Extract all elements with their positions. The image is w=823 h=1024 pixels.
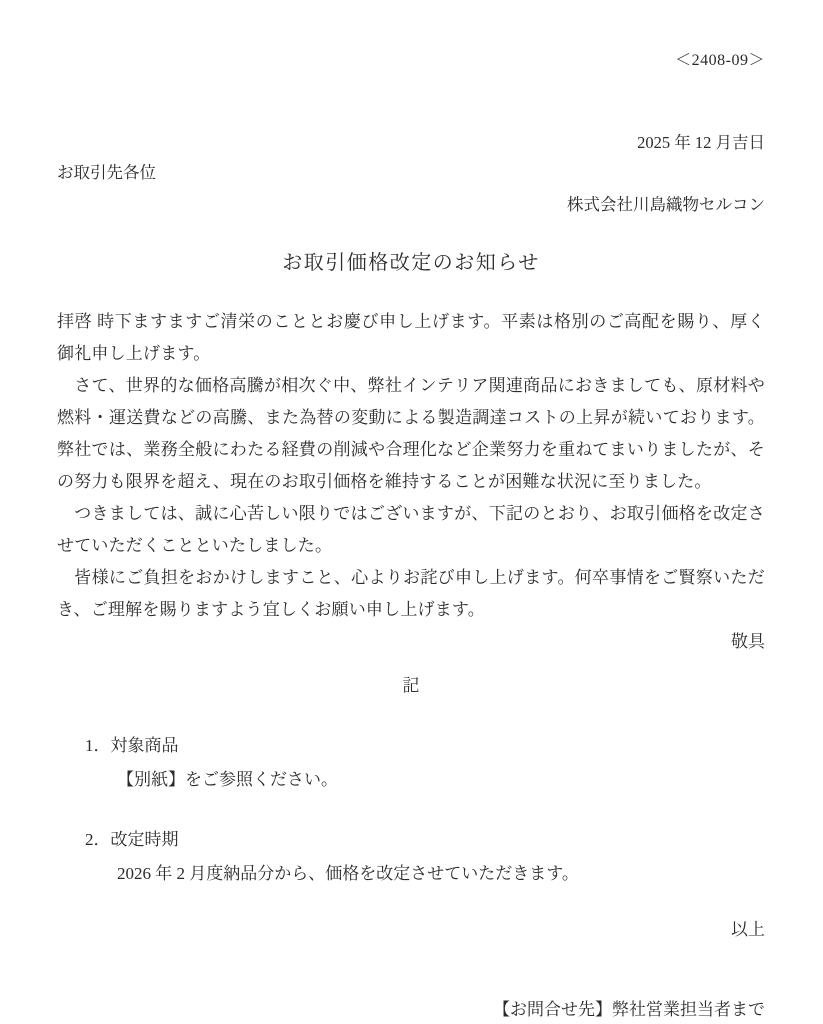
item-body-target-products: 【別紙】をご参照ください。 [117,770,338,789]
item-heading-revision-timing: 2．改定時期 [85,830,179,849]
letter-body [57,306,765,626]
body-paragraph-apology: 皆様にご負担をおかけしますこと、心よりお詫び申し上げます。何卒事情をご賢察いただき、ご理解を賜りますよう宜しくお願い申し上げます。 [57,568,765,619]
sender-company: 株式会社川島織物セルコン [567,195,765,214]
contact-line: 【お問合せ先】弊社営業担当者まで [493,1000,765,1019]
recipient-line: お取引先各位 [57,163,156,182]
body-paragraph-revision-notice: つきましては、誠に心苦しい限りではございますが、下記のとおり、お取引価格を改定させていただくことといたしました。 [57,504,765,555]
doc-number: ＜2408-09＞ [675,52,765,69]
end-marker-ijou: 以上 [731,920,765,939]
body-paragraph-greeting: 拝啓 時下ますますご清栄のこととお慶び申し上げます。平素は格別のご高配を賜り、厚く御礼申し上げます。 [57,312,765,363]
record-marker: 記 [402,676,420,695]
date-line: 2025 年 12 月吉日 [637,133,765,152]
item-revision-timing [57,824,765,890]
closing-keigu: 敬具 [731,632,765,651]
item-target-products [57,730,765,796]
letter-title: お取引価格改定のお知らせ [282,252,540,274]
body-paragraph-background: さて、世界的な価格高騰が相次ぐ中、弊社インテリア関連商品におきましても、原材料や燃料・運送費などの高騰、また為替の変動による製造調達コストの上昇が続いております。弊社では、業務全般にわたる経費の削減や合理化など企業努力を重ねてまいりましたが、その努力も限界を超え、現在のお取引価格を維持することが困難な状況に至りました。 [57,376,765,491]
item-heading-target-products: 1．対象商品 [85,736,179,755]
item-body-revision-timing: 2026 年 2 月度納品分から、価格を改定させていただきます。 [117,864,579,883]
